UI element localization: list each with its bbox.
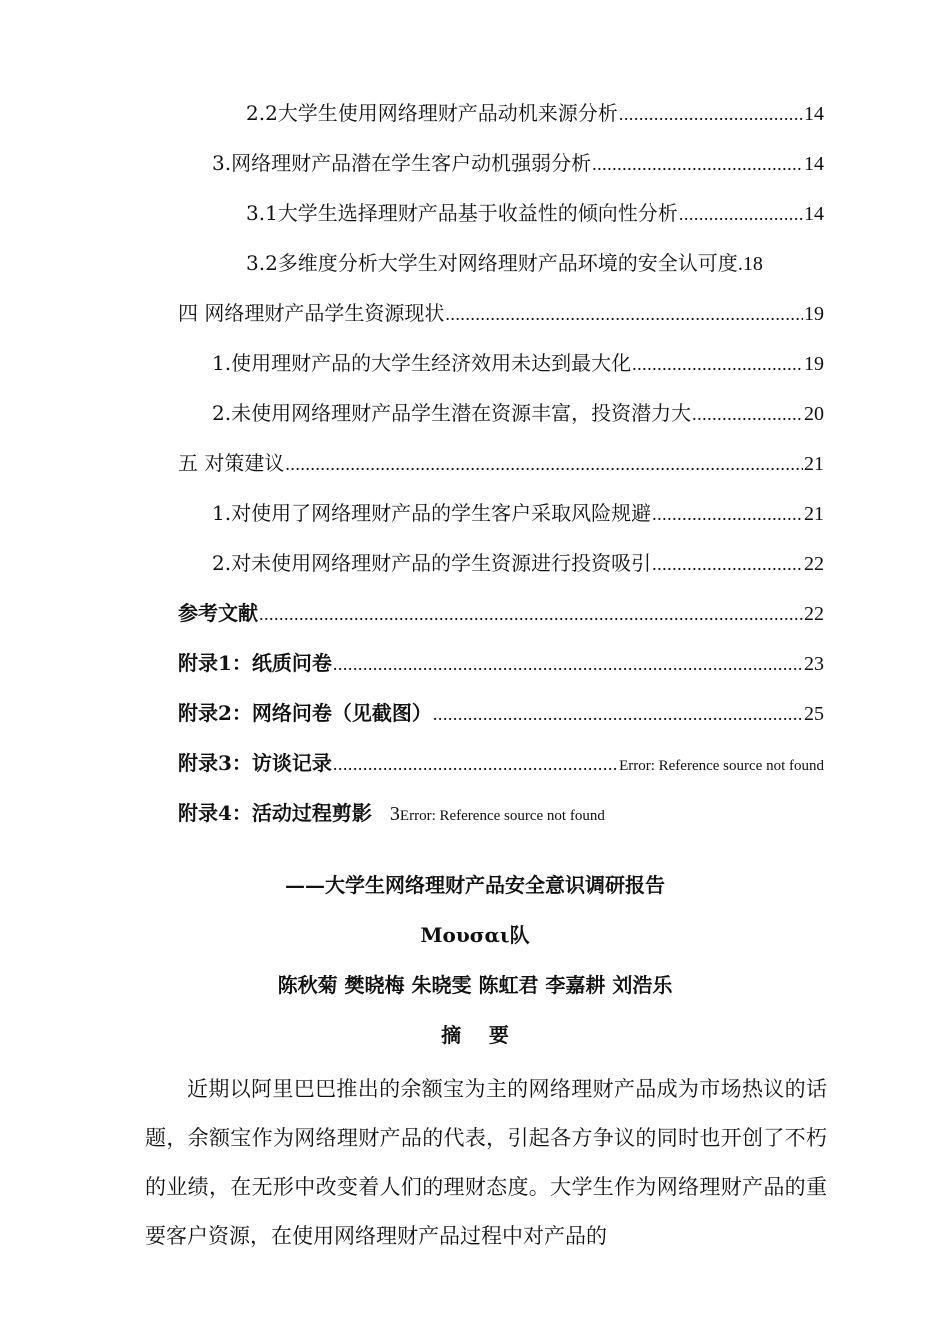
abstract-paragraph: 近期以阿里巴巴推出的余额宝为主的网络理财产品成为市场热议的话题，余额宝作为网络理财产品的代表，引起各方争议的同时也开创了不朽的业绩，在无形中改变着人们的理财态度。大学生作为网络理财产品的重要客户资源，在使用网络理财产品过程中对产品的 xyxy=(145,1077,827,1248)
abstract-heading: 摘 要 xyxy=(441,1023,509,1047)
toc-page-number: 21 xyxy=(804,453,824,475)
toc-page-number: 14 xyxy=(804,153,824,175)
toc-entry-title: 2.2大学生使用网络理财产品动机来源分析 xyxy=(246,101,618,125)
toc-leader-dots xyxy=(619,99,803,129)
toc-leader-dots xyxy=(433,699,803,729)
toc-entry-title: 附录4：活动过程剪影 xyxy=(178,801,372,825)
toc-entry-title: 五 对策建议 xyxy=(178,451,285,475)
toc-entry-title: 3.1大学生选择理财产品基于收益性的倾向性分析 xyxy=(246,201,678,225)
toc-page-error: Error: Reference source not found xyxy=(619,758,824,774)
toc-page-number: 14 xyxy=(804,103,824,125)
toc-leader-dots xyxy=(333,649,803,679)
toc-entry-title: 3.网络理财产品潜在学生客户动机强弱分析 xyxy=(212,151,592,175)
toc-page-number: 14 xyxy=(804,203,824,225)
toc-entry-title: 3.2多维度分析大学生对网络理财产品环境的安全认可度 xyxy=(246,251,738,275)
toc-entry[interactable] xyxy=(0,548,824,578)
toc-entry-title: 2.对未使用网络理财产品的学生资源进行投资吸引 xyxy=(212,551,652,575)
toc-entry[interactable] xyxy=(0,448,824,478)
toc-leader-dots xyxy=(259,599,803,629)
report-subtitle: ——大学生网络理财产品安全意识调研报告 xyxy=(285,873,665,897)
toc-entry[interactable] xyxy=(0,98,824,128)
toc-leader-dots xyxy=(445,299,803,329)
toc-entry[interactable] xyxy=(0,748,824,778)
author-list: 陈秋菊 樊晓梅 朱晓雯 陈虹君 李嘉耕 刘浩乐 xyxy=(277,973,673,997)
toc-page-number: 3 xyxy=(389,803,400,825)
toc-leader-dots xyxy=(592,149,803,179)
toc-leader-dots xyxy=(652,549,803,579)
toc-page-number: 23 xyxy=(804,653,824,675)
toc-entry-title: 附录1：纸质问卷 xyxy=(178,651,332,675)
toc-page-number: 19 xyxy=(804,303,824,325)
toc-leader-dots xyxy=(632,349,803,379)
toc-page-number: .18 xyxy=(737,253,763,275)
toc-entry[interactable] xyxy=(0,698,824,728)
toc-entry-title: 四 网络理财产品学生资源现状 xyxy=(178,301,445,325)
toc-leader-dots xyxy=(333,749,618,779)
toc-entry[interactable] xyxy=(0,198,824,228)
toc-entry-title: 1.对使用了网络理财产品的学生客户采取风险规避 xyxy=(212,501,652,525)
toc-entry[interactable] xyxy=(0,498,824,528)
toc-entry[interactable] xyxy=(0,398,824,428)
toc-entry[interactable] xyxy=(0,648,824,678)
toc-entry[interactable] xyxy=(0,248,824,278)
toc-page-number: 22 xyxy=(804,603,824,625)
toc-page-error: Error: Reference source not found xyxy=(399,808,605,824)
toc-entry-appendix-4[interactable] xyxy=(178,798,605,828)
toc-entry-title: 参考文献 xyxy=(178,601,258,625)
toc-leader-dots xyxy=(285,449,803,479)
toc-page-number: 25 xyxy=(804,703,824,725)
toc-page-number: 21 xyxy=(804,503,824,525)
toc-leader-dots xyxy=(679,199,803,229)
toc-entry[interactable] xyxy=(0,348,824,378)
toc-entry[interactable] xyxy=(0,298,824,328)
team-name: Μουσαι队 xyxy=(420,923,530,947)
toc-page-number: 22 xyxy=(804,553,824,575)
toc-entry[interactable] xyxy=(0,598,824,628)
toc-entry-title: 1.使用理财产品的大学生经济效用未达到最大化 xyxy=(212,351,632,375)
toc-leader-dots xyxy=(652,499,803,529)
toc-entry-title: 2.未使用网络理财产品学生潜在资源丰富，投资潜力大 xyxy=(212,401,692,425)
toc-entry-title: 附录3：访谈记录 xyxy=(178,751,332,775)
toc-leader-dots xyxy=(692,399,803,429)
toc-page-number: 19 xyxy=(804,353,824,375)
toc-page-number: 20 xyxy=(804,403,824,425)
toc-entry[interactable] xyxy=(0,148,824,178)
toc-entry-title: 附录2：网络问卷（见截图） xyxy=(178,701,432,725)
